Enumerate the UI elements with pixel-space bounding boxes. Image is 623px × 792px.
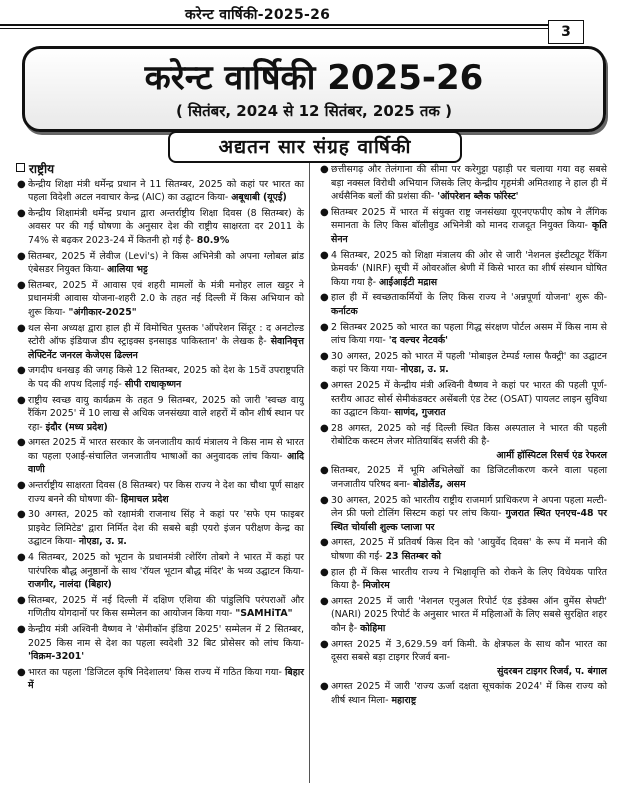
question-item [319,494,607,535]
bullet-icon: ● [320,249,329,261]
right-question-list [319,163,607,708]
question-text: सितम्बर, 2025 में नई दिल्ली में दक्षिण एशिया की पांडुलिपि परंपराओं और गणितीय योगदानों पर किस सम्मेलन का आयोजन किया गया- [28,594,304,620]
question-text: अगस्त 2025 में 3,629.59 वर्ग किमी. के क्षेत्रफल के साथ कौन भारत का दूसरा सबसे बड़ा टाइगर रिजर्व बना- [331,638,607,664]
question-item [319,566,607,593]
bullet-icon: ● [17,250,26,262]
answer-text: अबूधाबी (यूएई) [231,192,287,204]
section-title: राष्ट्रीय [29,162,55,176]
bullet-icon: ● [17,552,26,564]
answer-text: 80.9% [196,234,230,246]
question-item [16,666,304,693]
bullet-icon: ● [17,279,26,291]
bullet-icon: ● [320,164,329,175]
question-item [16,551,304,592]
question-item [319,536,607,563]
bullet-icon: ● [17,178,26,190]
question-text: सितम्बर, 2025 में आवास एवं शहरी मामलों के मंत्री मनोहर लाल खट्टर ने प्रधानमंत्री आवास योजना-शहरी 2.0 के तहत नई दिल्ली में किस अभियान को शुरू किया- [28,279,304,318]
question-text: अगस्त 2025 में भारत सरकार के जनजातीय कार्य मंत्रालय ने किस नाम से भारत का पहला एआई-संचालित जनजातीय भाषाओं का अनुवादक लांच किया- [28,437,304,462]
question-item [319,595,607,636]
question-item [16,322,304,363]
question-text: 4 सितम्बर, 2025 को भूटान के प्रधानमंत्री त्शेरिंग तोबगे ने भारत में कहां पर पारंपरिक बौद्ध अनुष्ठानों के साथ 'रॉयल भूटान बौद्ध मंदिर' के भव्य उद्घाटन किया- [28,552,304,577]
question-item [16,394,304,435]
question-text: जगदीप धनखड़ की जगह किसे 12 सितम्बर, 2025 को देश के 15वें उपराष्ट्रपति के पद की शपथ दिलाई गई- [28,365,304,390]
question-item [319,379,607,420]
question-text: सितम्बर 2025 में भारत में संयुक्त राष्ट्र जनसंख्या यूएनएफपीए कोष ने लैंगिक समानता के लिए किस बॉलीवुड अभिनेत्री को मानद राजदूत नियुक्त किया- [331,206,607,232]
answer-text: गुजरात स्थित एनएच-48 पर स्थित चोर्यासी शुल्क प्लाजा पर [331,508,607,533]
bullet-icon: ● [320,537,329,549]
bullet-icon: ● [320,465,329,477]
question-item [319,291,607,318]
answer-text: बिहार में [28,666,304,692]
answer-text: आईआईटी मद्रास [378,276,438,288]
question-item [16,279,304,320]
bullet-icon: ● [320,292,329,304]
question-text: 30 अगस्त, 2025 को रक्षामंत्री राजनाथ सिंह ने कहां पर 'सफे एम फाइबर प्राइवेट लिमिटेड' द्वारा निर्मित देश की सबसे बड़ी एयरो इंजन परीक्षण केन्द्र का उद्घाटन किया- [28,509,304,548]
title-banner [22,46,606,132]
answer-text: सीपी राधाकृष्णन [124,378,182,390]
bullet-icon: ● [17,365,26,377]
square-icon [16,163,25,172]
bullet-icon: ● [17,437,26,449]
question-item [319,464,607,491]
question-item [319,206,607,247]
bullet-icon: ● [320,379,329,391]
question-text: 28 अगस्त, 2025 को नई दिल्ली स्थित किस अस्पताल ने भारत की पहली रोबोटिक कस्टम लेजर मोतियाबिंद सर्जरी की है- [331,422,607,448]
question-item [319,638,607,679]
question-item [16,436,304,477]
answer-text: राजगीर, नालंदा (बिहार) [28,579,112,591]
answer-text: कर्नाटक [331,305,358,317]
left-column [16,163,304,695]
question-text: अगस्त 2025 में जारी 'राज्य ऊर्जा दक्षता सूचकांक 2024' में किस राज्य को शीर्ष स्थान मिला- [331,681,607,706]
bullet-icon: ● [320,595,329,607]
question-text: भारत का पहला 'डिजिटल कृषि निदेशालय' किस राज्य में गठित किया गया- [28,666,282,678]
question-text: केन्द्रीय शिक्षा मंत्री धर्मेन्द्र प्रधान ने 11 सितम्बर, 2025 को कहां पर भारत का पहला विदेशी अटल नवाचार केन्द्र (AIC) का उद्घाटन किया- [28,178,304,204]
question-item [319,350,607,377]
question-text: अगस्त, 2025 में प्रतिवर्ष किस दिन को 'आयुर्वेद दिवस' के रूप में मनाने की घोषणा की गई- [331,537,607,563]
question-item [16,594,304,621]
question-text: सितम्बर, 2025 में लेवीज (Levi's) ने किस अभिनेत्री को अपना ग्लोबल ब्रांड एंबेसडर नियुक्त किया- [28,250,304,276]
question-text: केन्द्रीय मंत्री अश्विनी वैष्णव ने 'सेमीकॉन इंडिया 2025' सम्मेलन में 2 सितम्बर, 2025 किस नाम से देश का पहला स्वदेशी 32 बिट प्रोसेसर को लांच किया- [28,624,304,649]
bullet-icon: ● [320,321,329,333]
bullet-icon: ● [17,509,26,521]
question-text: 30 अगस्त, 2025 को भारत में पहली 'मोबाइल टेम्पर्ड ग्लास फैक्ट्री' का उद्घाटन कहां पर किया गया- [331,350,607,376]
answer-text: सेवानिवृत्त लेफ्टिनेंट जनरल केजेएस ढिल्लन [28,336,304,361]
answer-text: महाराष्ट्र [391,694,417,706]
banner-title: करेन्ट वार्षिकी 2025-26 [144,58,484,98]
answer-text: "SAMHiTA" [235,608,293,620]
question-item [16,178,304,205]
question-text: थल सेना अध्यक्ष द्वारा हाल ही में विमोचित पुस्तक 'ऑपरेशन सिंदूर : द अनटोल्ड स्टोरी ऑफ इंडियाज डीप स्ट्राइक्स इनसाइड पाकिस्तान' के लेखक है- [28,322,304,348]
question-item [319,680,607,707]
answer-text: इंदौर (मध्य प्रदेश) [45,421,108,433]
bullet-icon: ● [17,666,26,678]
bullet-icon: ● [320,494,329,506]
answer-text: कोहिमा [360,623,386,634]
answer-text: कृति सेनन [331,220,608,245]
question-text: 2 सितम्बर 2025 को भारत का पहला गिद्ध संरक्षण पोर्टल असम में किस नाम से लांच किया गया- [331,321,607,347]
question-item [319,422,607,463]
answer-text: आर्मी हॉस्पिटल रिसर्च एंड रेफरल [496,449,607,461]
answer-text: आलिया भट्ट [106,264,148,276]
page-number: 3 [548,20,584,44]
bullet-icon: ● [17,624,26,635]
left-question-list [16,178,304,693]
answer-text: "अंगीकार-2025" [68,306,137,318]
answer-text: 23 सितम्बर को [385,551,441,563]
question-text: छत्तीसगढ़ और तेलंगाना की सीमा पर करेगुट्टा पहाड़ी पर चलाया गया वह सबसे बड़ा नक्सल विरोधी अभियान जिसके लिए केन्द्रीय गृहमंत्री अमितशाह ने हाल ही में अर्धसैनिक बलों की प्रशंसा की- [331,164,607,203]
question-text: सितम्बर, 2025 में भूमि अभिलेखों का डिजिटलीकरण करने वाला पहला जनजातीय परिषद बना- [331,465,607,491]
answer-text: 'ऑपरेशन ब्लैक फॉरेस्ट' [437,191,519,203]
banner-subtitle: ( सितंबर, 2024 से 12 सितंबर, 2025 तक ) [175,102,452,120]
answer-text: सुंदरबन टाइगर रिजर्व, प. बंगाल [497,665,607,677]
question-text: केन्द्रीय शिक्षामंत्री धर्मेन्द्र प्रधान द्वारा अन्तर्राष्ट्रीय शिक्षा दिवस (8 सितम्बर) के अवसर पर की गई घोषणा के अनुसार देश की राष्ट्रीय साक्षरता दर 2011 के 74% से बढ़कर 2023-24 में कितनी हो गई है- [28,207,304,246]
answer-text: नोएडा, उ. प्र. [400,364,449,376]
bullet-icon: ● [320,638,329,650]
answer-text: नोएडा, उ. प्र. [78,536,127,548]
question-item [319,249,607,290]
running-header [0,0,623,40]
question-text: राष्ट्रीय स्वच्छ वायु कार्यक्रम के तहत 9 सितम्बर, 2025 को जारी 'स्वच्छ वायु रैंकिंग 2025' में 10 लाख से अधिक जनसंख्या वाले शहरों में कौन शीर्ष स्थान पर रहा- [28,394,304,433]
question-item [16,479,304,506]
bullet-icon: ● [320,350,329,362]
bullet-icon: ● [320,422,329,434]
bullet-icon: ● [320,681,329,693]
question-text: 30 अगस्त, 2025 को भारतीय राष्ट्रीय राजमार्ग प्राधिकरण ने अपना पहला मल्टी-लेन फ्री फ्लो टोलिंग सिस्टम कहां पर लांच किया- [331,494,607,520]
answer-text: आदि वाणी [28,450,304,476]
header-rule [0,24,548,26]
question-item [16,207,304,248]
bullet-icon: ● [17,594,26,606]
question-text: अन्तर्राष्ट्रीय साक्षरता दिवस (8 सितम्बर) पर किस राज्य ने देश का चौथा पूर्ण साक्षर राज्य बनने की घोषणा की- [28,480,305,505]
answer-text: 'द वल्चर नेटवर्क' [388,335,448,347]
question-text: अगस्त 2025 में केन्द्रीय मंत्री अश्विनी वैष्णव ने कहां पर भारत की पहली पूर्ण-स्तरीय आउट सोर्स सेमीकंडक्टर असेंबली एंड टेस्ट (OSAT) पायलट लाइन सुविधा का उद्घाटन किया- [331,379,607,419]
question-item [16,364,304,391]
question-text: अगस्त 2025 में जारी 'नेशनल एनुअल रिपोर्ट एंड इंडेक्स ऑन वुमेंस सेफ्टी' (NARI) 2025 रिपोर्ट के अनुसार भारत में महिलाओं के लिए सबसे सुरक्षित शहर कौन है- [331,595,607,634]
question-text: हाल ही में किस भारतीय राज्य ने भिक्षावृत्ति को रोकने के लिए विधेयक पारित किया है- [331,566,607,592]
answer-text: बोडोलैंड, असम [413,479,466,491]
question-item [16,623,304,664]
bullet-icon: ● [320,566,329,578]
answer-text: मिजोरम [362,580,390,592]
bullet-icon: ● [17,322,26,334]
bullet-icon: ● [17,480,26,492]
question-item [16,508,304,549]
subtitle-banner: अद्यतन सार संग्रह वार्षिकी [168,131,462,163]
question-text: हाल ही में स्वच्छताकर्मियों के लिए किस राज्य ने 'अन्नपूर्णा योजना' शुरू की- [331,292,607,304]
answer-text: साणंद, गुजरात [394,407,446,419]
question-text: 4 सितम्बर, 2025 को शिक्षा मंत्रालय की ओर से जारी 'नेशनल इंस्टीट्यूट रैंकिंग फ्रेमवर्क' (NIRF) सूची में ओवरऑल श्रेणी में किसे भारत का शीर्ष संस्थान घोषित किया गया है- [331,249,607,288]
answer-text: हिमाचल प्रदेश [120,493,169,505]
question-item [319,163,607,204]
running-title: करेन्ट वार्षिकी-2025-26 [185,7,331,23]
column-divider [309,163,310,783]
bullet-icon: ● [17,207,26,219]
right-column [319,163,607,710]
section-heading [16,163,304,177]
question-item [319,321,607,348]
header-rule-thin [0,28,548,29]
answer-text: 'विक्रम-3201' [28,651,85,663]
bullet-icon: ● [320,206,329,218]
bullet-icon: ● [17,394,26,406]
question-item [16,250,304,277]
